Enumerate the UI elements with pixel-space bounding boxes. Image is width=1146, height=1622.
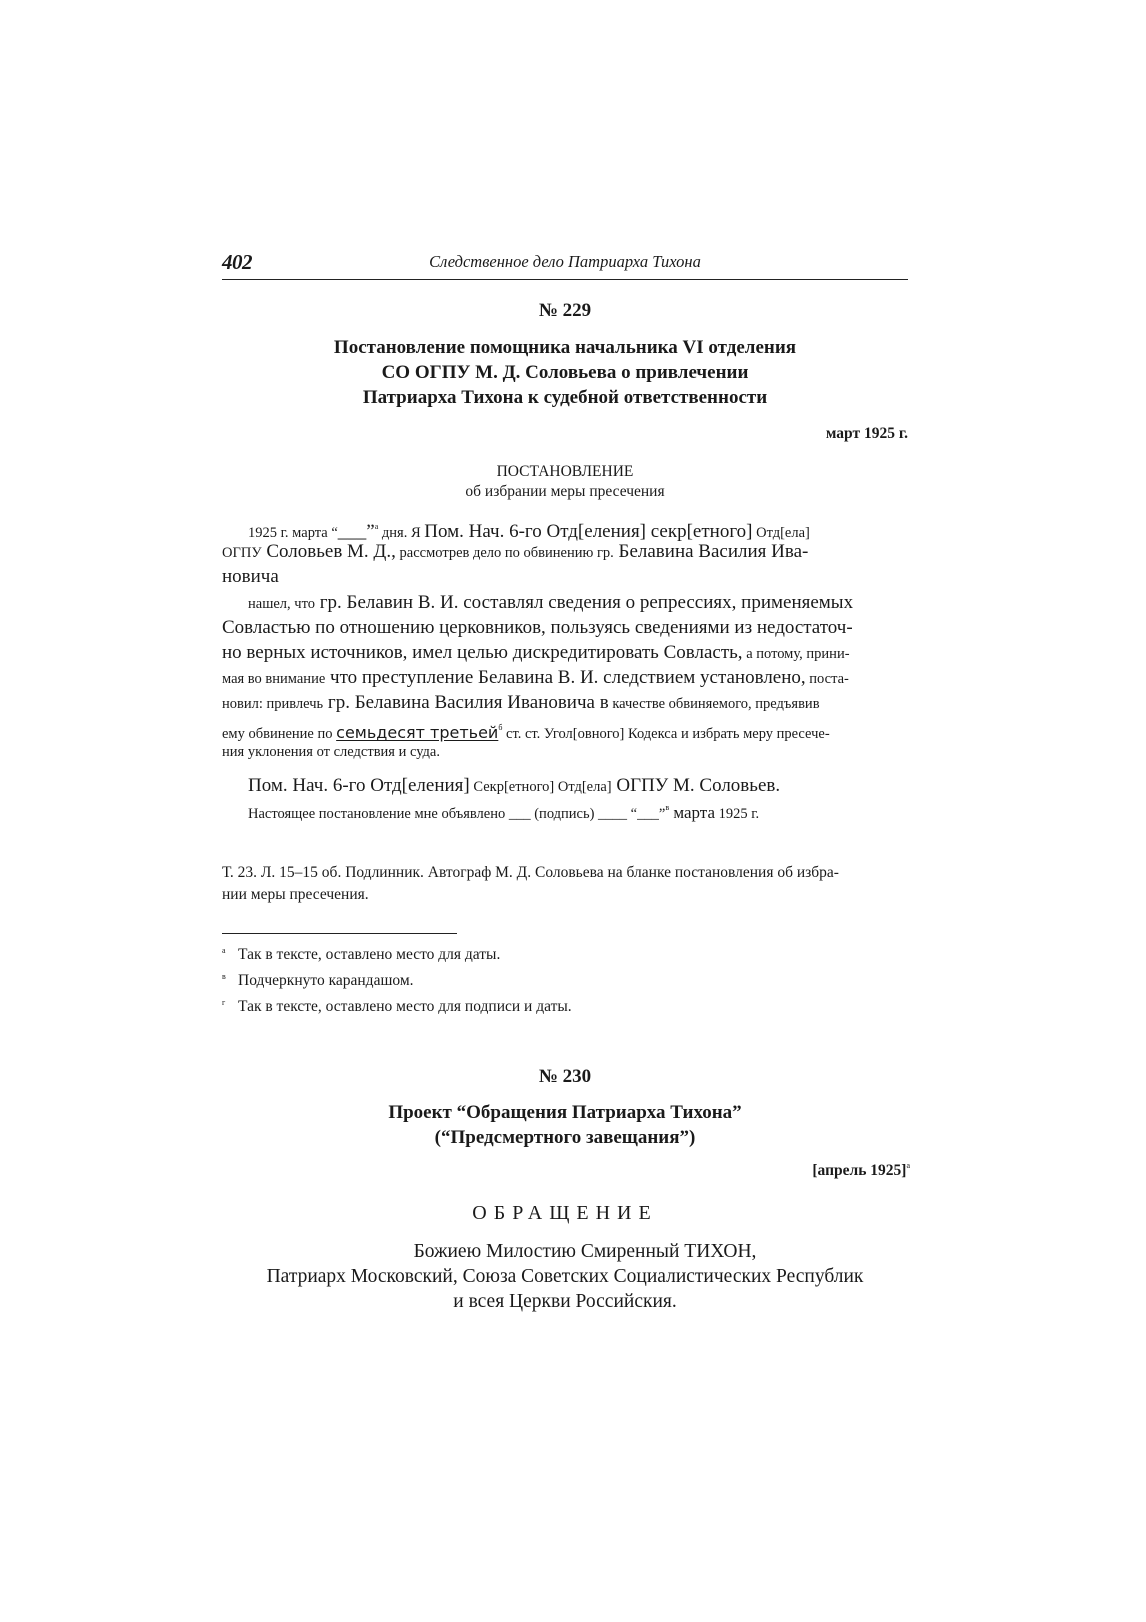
text-line	[222, 590, 908, 615]
document-title	[222, 335, 908, 410]
document-title	[222, 1100, 908, 1150]
text-line	[222, 884, 908, 906]
text-fragment: Т. 23. Л. 15–15 об. Подлинник. Автограф М. Д. Соловьева на бланке постановления об избра-	[222, 864, 839, 881]
footnote-mark: а	[906, 1161, 910, 1170]
header-rule	[222, 279, 908, 280]
footnote-mark: г	[222, 998, 226, 1007]
date-text: [апрель 1925]	[812, 1162, 907, 1179]
text-fragment: ОГПУ М. Соловьев.	[611, 775, 781, 796]
running-head	[222, 248, 908, 280]
footnote-mark: а	[222, 946, 226, 955]
text-fragment: Секр[етного] Отд[ела]	[469, 779, 612, 795]
footnote-text: Так в тексте, оставлено место для даты.	[238, 946, 501, 963]
text-fragment: Пом. Нач. 6-го Отд[еления]	[248, 775, 470, 796]
intro-line: Патриарх Московский, Союза Советских Социалистических Республик	[266, 1266, 864, 1287]
footnote-text: Так в тексте, оставлено место для подписи и даты.	[238, 998, 572, 1015]
title-line: Постановление помощника начальника VI отделения	[333, 337, 797, 358]
footnote-mark: в	[222, 972, 226, 981]
document-number: № 229	[538, 300, 592, 321]
text-line	[222, 514, 908, 542]
intro-line: и всея Церкви Российския.	[453, 1291, 677, 1312]
archival-note	[222, 862, 908, 906]
text-fragment: нии меры пресечения.	[222, 886, 369, 903]
footnote-rule	[222, 933, 457, 934]
text-fragment: ”	[366, 521, 375, 542]
text-fragment: новича	[222, 566, 279, 587]
text-fragment: новил: привлечь	[222, 696, 324, 712]
title-line: Проект “Обращения Патриарха Тихона”	[388, 1102, 742, 1123]
text-fragment: ОГПУ	[222, 545, 262, 561]
document-date: март 1925 г.	[825, 425, 908, 442]
text-line	[222, 715, 908, 740]
footnote	[222, 992, 572, 1018]
announcement-line	[248, 803, 759, 823]
text-fragment: дня. Я	[378, 525, 425, 541]
title-line: Патриарха Тихона к судебной ответственности	[362, 387, 768, 408]
decree-paragraph-1	[222, 514, 908, 589]
footnote-mark: а	[374, 522, 379, 531]
text-fragment: Пом. Нач. 6-го Отд[еления] секр[етного]	[424, 521, 753, 542]
text-fragment: ему обвинение по	[222, 726, 337, 742]
text-fragment: Соловьев М. Д.,	[261, 541, 396, 562]
text-fragment: Белавина Василия Ива-	[613, 541, 809, 562]
text-fragment: Отд[ела]	[752, 525, 810, 541]
footnote	[222, 966, 572, 992]
text-fragment: 1925 г. марта “	[248, 525, 338, 541]
text-fragment: гр. Белавина Василия Ивановича в	[323, 692, 609, 713]
footnote-mark: б	[498, 723, 503, 732]
text-line	[222, 615, 908, 640]
decree-paragraph-2	[222, 590, 908, 765]
footnotes	[222, 940, 572, 1018]
text-fragment: гр. Белавин В. И. составлял сведения о репрессиях, применяемых	[314, 592, 854, 613]
form-heading: ПОСТАНОВЛЕНИЕ	[496, 463, 634, 480]
text-fragment: 1925 г.	[715, 806, 760, 822]
text-line	[222, 862, 908, 884]
form-subheading: об избрании меры пресечения	[465, 483, 665, 500]
signature-line	[248, 775, 780, 797]
text-fragment: Настоящее постановление мне объявлено ___ (подпись) ____ “___”	[248, 806, 666, 822]
footnote-mark: в	[665, 803, 670, 812]
text-fragment: качестве обвиняемого, предъявив	[608, 696, 820, 712]
text-fragment: нашел, что	[248, 596, 315, 612]
title-line: СО ОГПУ М. Д. Соловьева о привлечении	[381, 362, 749, 383]
appeal-heading: ОБРАЩЕНИЕ	[472, 1202, 658, 1224]
text-fragment: мая во внимание	[222, 671, 326, 687]
intro-line: Божиею Милостию Смиренный ТИХОН,	[413, 1241, 757, 1262]
running-title: Следственное дело Патриарха Тихона	[429, 252, 701, 271]
text-fragment: Совластью по отношению церковников, пользуясь сведениями из недостаточ-	[222, 617, 853, 638]
text-fragment: ст. ст. Угол[овного] Кодекса и избрать меру пресече-	[502, 726, 830, 742]
text-fragment: но верных источников, имел целью дискредитировать Совласть,	[222, 642, 743, 663]
text-fragment: поста-	[805, 671, 849, 687]
text-fragment: что преступление Белавина В. И. следствием установлено,	[325, 667, 806, 688]
title-line: (“Предсмертного завещания”)	[434, 1127, 696, 1148]
text-line	[222, 564, 908, 589]
form-title	[222, 462, 908, 502]
text-fragment: ния уклонения от следствия и суда.	[222, 744, 440, 760]
appeal-intro	[222, 1239, 908, 1314]
text-fragment: а потому, прини-	[742, 646, 850, 662]
date-blank: ___	[337, 521, 367, 542]
text-fragment: рассмотрев дело по обвинению гр.	[395, 545, 614, 561]
page-number: 402	[222, 250, 252, 274]
underlined-text: семьдесят третьей	[336, 723, 499, 742]
footnote	[222, 940, 572, 966]
document-number: № 230	[538, 1066, 592, 1087]
text-line	[222, 640, 908, 665]
text-line	[222, 740, 908, 765]
footnote-text: Подчеркнуто карандашом.	[238, 972, 414, 989]
text-fragment: марта	[669, 803, 715, 822]
text-line	[222, 690, 908, 715]
text-line	[222, 665, 908, 690]
document-date	[812, 1161, 910, 1180]
text-line	[222, 539, 908, 564]
